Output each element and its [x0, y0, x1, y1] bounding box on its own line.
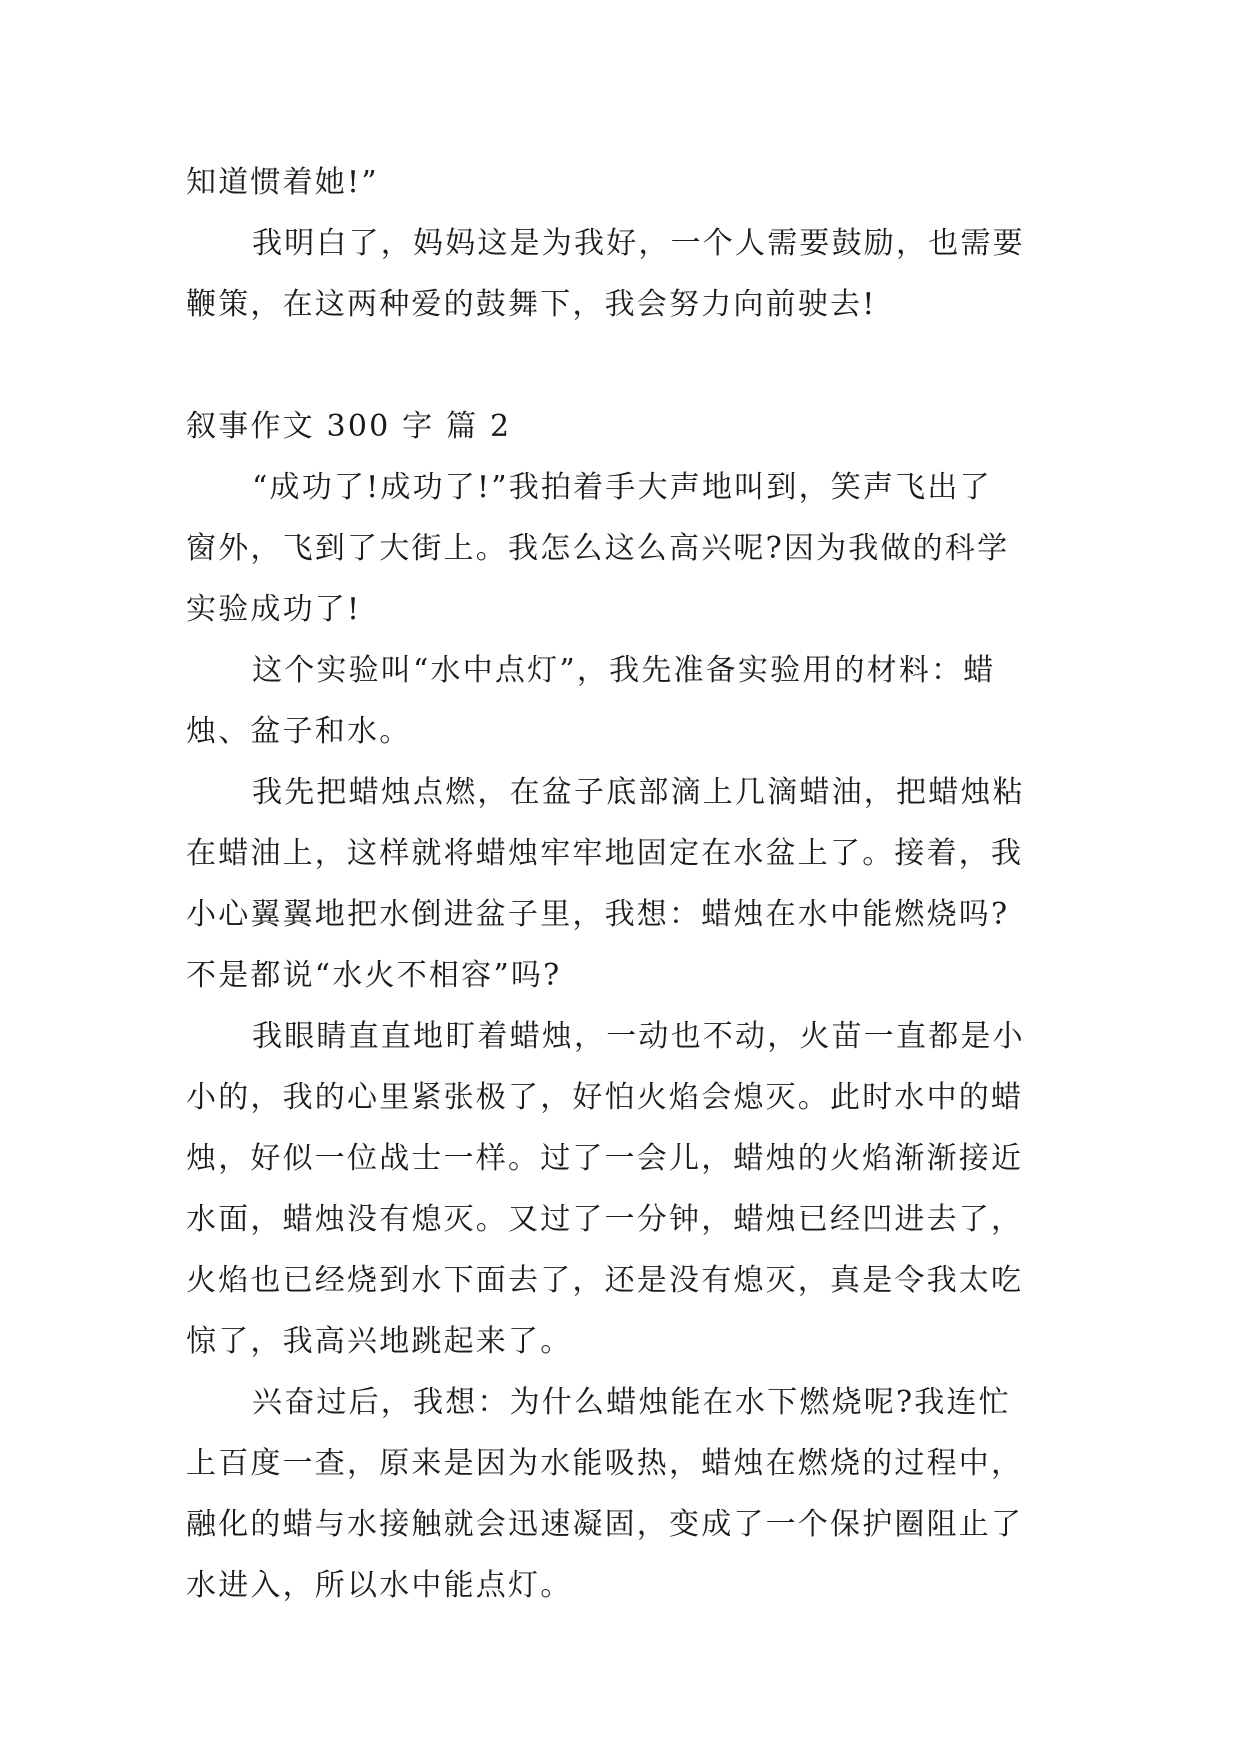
text-line: 知道惯着她!” [186, 165, 379, 200]
text-line: 窗外，飞到了大街上。我怎么这么高兴呢?因为我做的科学 [186, 531, 1010, 566]
section-heading: 叙事作文 300 字 篇 2 [186, 409, 512, 444]
text-line: 烛、盆子和水。 [186, 714, 412, 749]
text-line: 融化的蜡与水接触就会迅速凝固，变成了一个保护圈阻止了 [186, 1507, 1024, 1542]
text-line: 上百度一查，原来是因为水能吸热，蜡烛在燃烧的过程中， [186, 1446, 1024, 1481]
text-line: 不是都说“水火不相容”吗? [186, 958, 562, 993]
text-line: 在蜡油上，这样就将蜡烛牢牢地固定在水盆上了。接着，我 [186, 836, 1024, 871]
text-line: 小的，我的心里紧张极了，好怕火焰会熄灭。此时水中的蜡 [186, 1080, 1024, 1115]
text-line: 鞭策，在这两种爱的鼓舞下，我会努力向前驶去! [186, 287, 877, 322]
text-line: 水进入，所以水中能点灯。 [186, 1568, 573, 1603]
text-line: 水面，蜡烛没有熄灭。又过了一分钟，蜡烛已经凹进去了， [186, 1202, 1024, 1237]
section-gap [186, 335, 1056, 396]
text-line: “成功了!成功了!”我拍着手大声地叫到，笑声飞出了 [252, 470, 992, 505]
text-line: 火焰也已经烧到水下面去了，还是没有熄灭，真是令我太吃 [186, 1263, 1024, 1298]
document-body [186, 152, 1056, 1616]
text-line: 我眼睛直直地盯着蜡烛，一动也不动，火苗一直都是小 [252, 1019, 1025, 1054]
text-line: 我明白了，妈妈这是为我好，一个人需要鼓励，也需要 [252, 226, 1025, 261]
text-line: 兴奋过后，我想：为什么蜡烛能在水下燃烧呢?我连忙 [252, 1385, 1011, 1420]
text-line: 惊了，我高兴地跳起来了。 [186, 1324, 573, 1359]
text-line: 烛，好似一位战士一样。过了一会儿，蜡烛的火焰渐渐接近 [186, 1141, 1024, 1176]
text-line: 这个实验叫“水中点灯”，我先准备实验用的材料：蜡 [252, 653, 996, 688]
text-line: 我先把蜡烛点燃，在盆子底部滴上几滴蜡油，把蜡烛粘 [252, 775, 1025, 810]
text-line: 小心翼翼地把水倒进盆子里，我想：蜡烛在水中能燃烧吗? [186, 897, 1010, 932]
text-line: 实验成功了! [186, 592, 362, 627]
